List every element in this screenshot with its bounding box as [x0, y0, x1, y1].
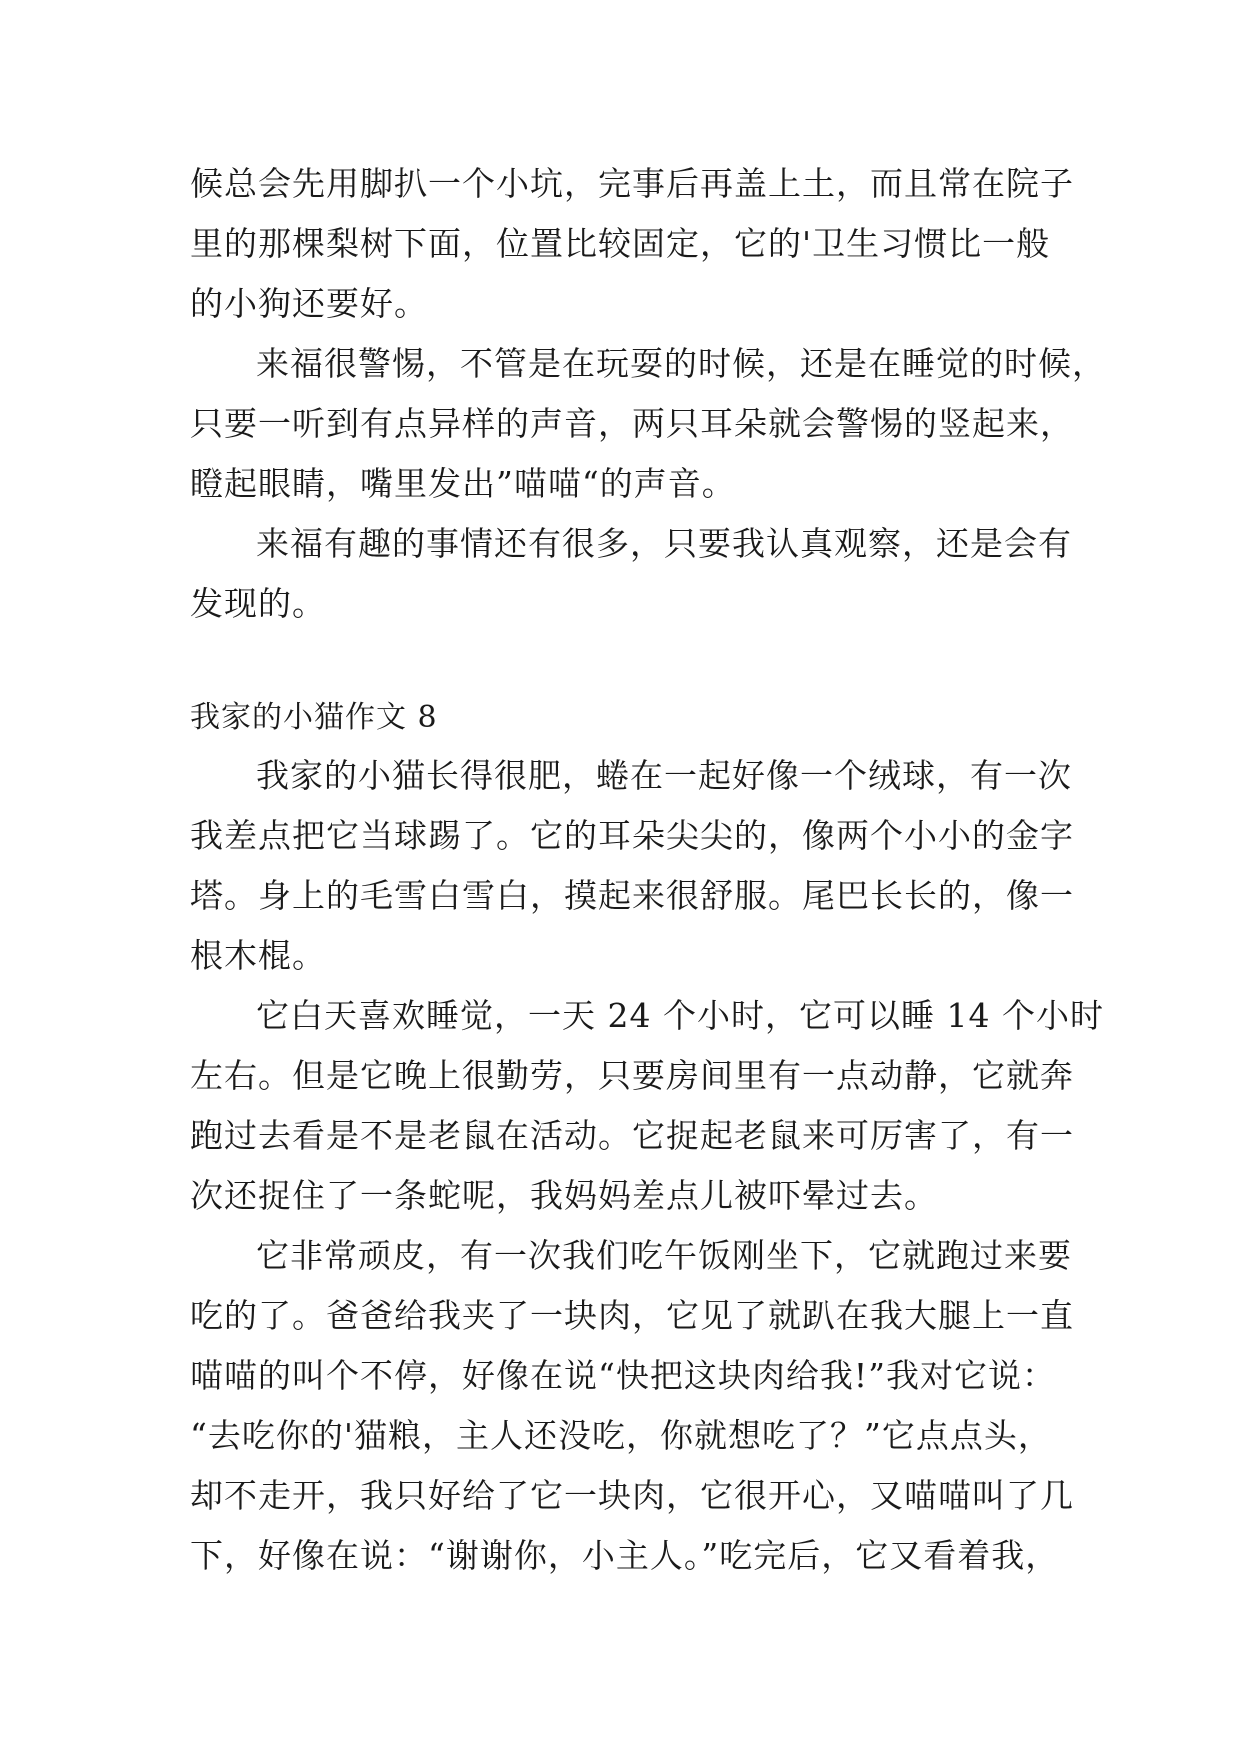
text-line: 候总会先用脚扒一个小坑，完事后再盖上土，而且常在院子: [190, 164, 1074, 203]
text-line: 的小狗还要好。: [190, 284, 428, 323]
paragraph-first-line: 它白天喜欢睡觉，一天 24 个小时，它可以睡 14 个小时: [256, 996, 1104, 1035]
text-line: 下，好像在说：“谢谢你，小主人。”吃完后，它又看着我，: [190, 1536, 1060, 1575]
text-line: 次还捉住了一条蛇呢，我妈妈差点儿被吓晕过去。: [190, 1176, 938, 1215]
text-line: 发现的。: [190, 584, 326, 623]
paragraph-first-line: 来福很警惕，不管是在玩耍的时候，还是在睡觉的时候，: [256, 344, 1106, 383]
text-line: 根木棍。: [190, 936, 326, 975]
paragraph-first-line: 它非常顽皮，有一次我们吃午饭刚坐下，它就跑过来要: [256, 1236, 1072, 1275]
text-line: 塔。身上的毛雪白雪白，摸起来很舒服。尾巴长长的，像一: [190, 876, 1074, 915]
text-line: 只要一听到有点异样的声音，两只耳朵就会警惕的竖起来，: [190, 404, 1074, 443]
text-line: 里的那棵梨树下面，位置比较固定，它的'卫生习惯比一般: [190, 224, 1051, 263]
text-line: 瞪起眼睛，嘴里发出”喵喵“的声音。: [190, 464, 736, 503]
text-line: 我差点把它当球踢了。它的耳朵尖尖的，像两个小小的金字: [190, 816, 1074, 855]
text-line: 左右。但是它晚上很勤劳，只要房间里有一点动静，它就奔: [190, 1056, 1074, 1095]
text-line: “去吃你的'猫粮，主人还没吃，你就想吃了？”它点点头，: [190, 1416, 1052, 1455]
text-line: 喵喵的叫个不停，好像在说“快把这块肉给我!”我对它说：: [190, 1356, 1057, 1395]
paragraph-first-line: 来福有趣的事情还有很多，只要我认真观察，还是会有: [256, 524, 1072, 563]
text-line: 跑过去看是不是老鼠在活动。它捉起老鼠来可厉害了，有一: [190, 1116, 1074, 1155]
paragraph-first-line: 我家的小猫长得很肥，蜷在一起好像一个绒球，有一次: [256, 756, 1072, 795]
text-line: 吃的了。爸爸给我夹了一块肉，它见了就趴在我大腿上一直: [190, 1296, 1074, 1335]
text-line: 却不走开，我只好给了它一块肉，它很开心，又喵喵叫了几: [190, 1476, 1074, 1515]
section-heading: 我家的小猫作文 8: [190, 700, 438, 735]
